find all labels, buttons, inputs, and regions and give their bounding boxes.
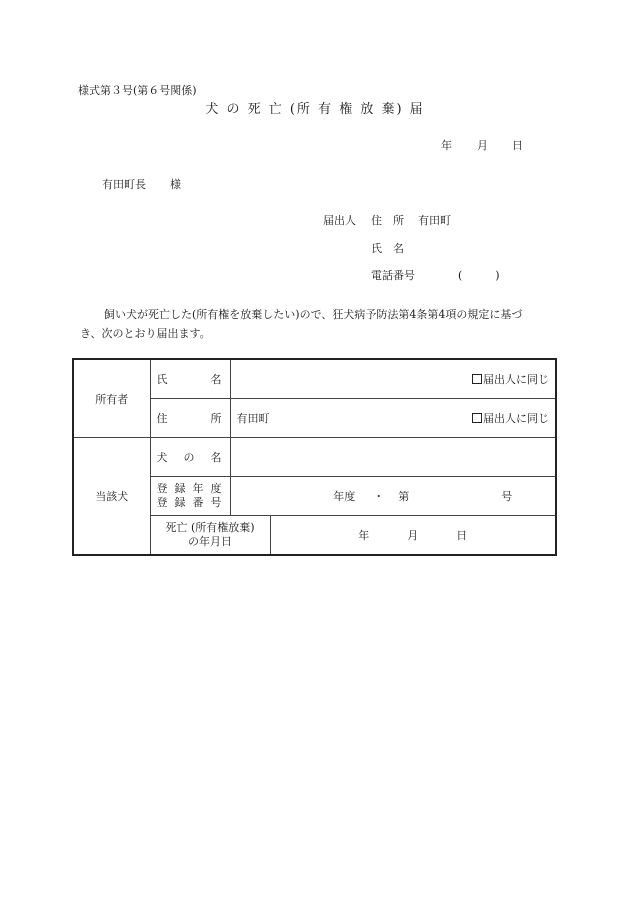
notifier-phone-label: 電話番号 bbox=[371, 269, 415, 282]
form-number: 様式第３号(第６号関係) bbox=[78, 84, 197, 97]
notifier-phone-parens: ( ) bbox=[458, 269, 500, 282]
checkbox-icon[interactable] bbox=[472, 413, 482, 423]
owner-address-value: 有田町 bbox=[236, 412, 270, 425]
label-char: 年 bbox=[192, 482, 204, 495]
label-char: 度 bbox=[210, 482, 222, 495]
owner-address-field[interactable] bbox=[230, 399, 556, 438]
body-line-1: 飼い犬が死亡した(所有権を放棄したい)ので、狂犬病予防法第4条第4項の規定に基づ bbox=[104, 308, 523, 321]
table-row bbox=[73, 359, 556, 399]
dog-group-label: 当該犬 bbox=[73, 438, 150, 556]
same-as-notifier-text: 届出人に同じ bbox=[483, 412, 549, 425]
table-row bbox=[73, 438, 556, 477]
owner-name-field[interactable] bbox=[230, 359, 556, 399]
death-year: 年 bbox=[358, 529, 370, 542]
owner-group-label: 所有者 bbox=[73, 359, 150, 438]
date-day: 日 bbox=[512, 139, 523, 152]
title-text: 犬 の 死 亡 (所 有 権 放 棄) 届 bbox=[205, 102, 425, 117]
owner-address-label bbox=[150, 399, 230, 438]
death-label-line-1: 死亡 (所有権放棄) bbox=[165, 521, 255, 534]
dog-name-label bbox=[150, 438, 230, 477]
death-day: 日 bbox=[456, 529, 468, 542]
reg-no-prefix: 第 bbox=[398, 490, 410, 503]
reg-no-suffix: 号 bbox=[501, 490, 513, 503]
addressee-honorific: 様 bbox=[170, 178, 181, 191]
registration-table bbox=[72, 358, 557, 556]
label-char: 録 bbox=[174, 496, 186, 509]
label-char: 番 bbox=[192, 496, 204, 509]
body-line-2: き、次のとおり届出ます。 bbox=[80, 327, 211, 340]
document-title bbox=[0, 98, 630, 117]
checkbox-icon[interactable] bbox=[472, 374, 482, 384]
registration-label bbox=[150, 477, 230, 516]
reg-year-text: 年度 bbox=[333, 490, 356, 503]
label-char: の bbox=[183, 451, 195, 464]
label-char: 登 bbox=[156, 496, 168, 509]
death-date-field[interactable] bbox=[270, 516, 556, 556]
date-year: 年 bbox=[441, 139, 452, 152]
label-char: 犬 bbox=[156, 451, 168, 464]
addressee bbox=[102, 176, 181, 192]
label-char: 所 bbox=[210, 412, 222, 425]
label-char: 住 bbox=[156, 412, 168, 425]
registration-field[interactable] bbox=[230, 477, 556, 516]
death-label-line-2: の年月日 bbox=[188, 535, 232, 548]
same-as-notifier-text: 届出人に同じ bbox=[483, 373, 549, 386]
reg-dot: ・ bbox=[373, 490, 385, 503]
label-char: 録 bbox=[174, 482, 186, 495]
label-char: 名 bbox=[210, 373, 222, 386]
notifier-address-value: 有田町 bbox=[418, 214, 451, 227]
label-char: 氏 bbox=[156, 373, 168, 386]
date-month: 月 bbox=[477, 139, 488, 152]
label-char: 号 bbox=[210, 496, 222, 509]
same-as-notifier-option[interactable] bbox=[472, 371, 549, 387]
death-date-label bbox=[150, 516, 270, 556]
notifier-address-label: 住 所 bbox=[371, 214, 404, 227]
label-char: 登 bbox=[156, 482, 168, 495]
notifier-label: 届出人 bbox=[323, 214, 356, 227]
dog-name-field[interactable] bbox=[230, 438, 556, 477]
death-month: 月 bbox=[407, 529, 419, 542]
owner-name-label bbox=[150, 359, 230, 399]
addressee-name: 有田町長 bbox=[102, 178, 146, 191]
notifier-name-label: 氏 名 bbox=[371, 242, 404, 255]
label-char: 名 bbox=[210, 451, 222, 464]
same-as-notifier-option[interactable] bbox=[472, 410, 549, 426]
body-text bbox=[80, 305, 552, 343]
